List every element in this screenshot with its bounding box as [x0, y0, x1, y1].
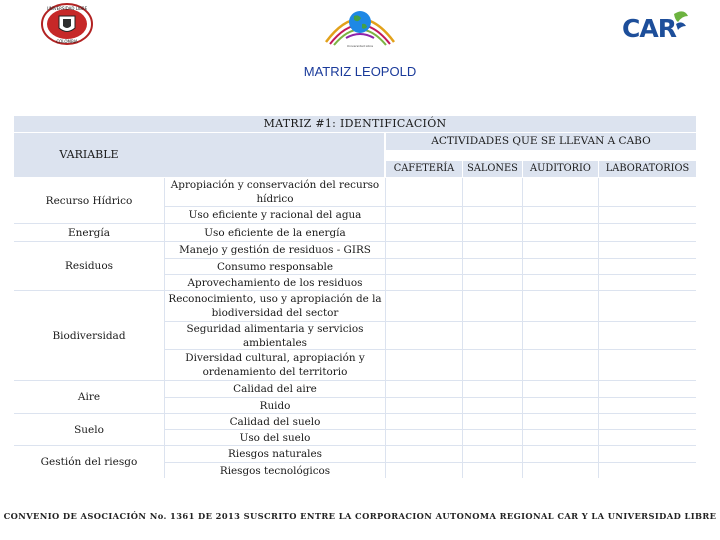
matrix-cell — [386, 446, 462, 462]
matrix-cell — [599, 463, 696, 478]
matrix-cell — [386, 350, 462, 380]
universidad-libre-logo — [40, 2, 94, 46]
matrix-cell — [523, 381, 598, 397]
logo-lettering-bottom: COLOMBIA — [56, 39, 78, 44]
matrix-cell — [386, 414, 462, 429]
column-header-laboratorios: LABORATORIOS — [599, 161, 696, 177]
matrix-cell — [386, 242, 462, 258]
matrix-cell — [599, 350, 696, 380]
activity-cell: Ruido — [165, 398, 385, 413]
matrix-cell — [386, 207, 462, 223]
activity-cell: Uso del suelo — [165, 430, 385, 445]
matrix-title: MATRIZ #1: IDENTIFICACIÓN — [263, 117, 447, 130]
matrix-cell — [523, 446, 598, 462]
matrix-cell — [599, 414, 696, 429]
matrix-cell — [463, 350, 522, 380]
matrix-cell — [599, 178, 696, 206]
car-logo: CAR — [622, 14, 676, 43]
matrix-cell — [523, 322, 598, 349]
column-header-cafeteria: CAFETERÍA — [386, 161, 462, 177]
activity-cell: Riesgos tecnológicos — [165, 463, 385, 478]
matrix-cell — [386, 275, 462, 290]
matrix-cell — [463, 178, 522, 206]
matrix-cell — [386, 398, 462, 413]
variable-header: VARIABLE — [59, 148, 119, 161]
activity-cell: Aprovechamiento de los residuos — [165, 275, 385, 290]
matrix-cell — [386, 224, 462, 241]
matrix-cell — [523, 242, 598, 258]
matrix-cell — [386, 430, 462, 445]
matrix-cell — [523, 178, 598, 206]
matrix-cell — [523, 463, 598, 478]
activity-cell: Calidad del suelo — [165, 414, 385, 429]
matrix-cell — [599, 207, 696, 223]
matrix-cell — [523, 259, 598, 274]
matrix-cell — [599, 224, 696, 241]
variable-cell: Residuos — [14, 242, 164, 290]
matrix-cell — [523, 350, 598, 380]
variable-cell: Recurso Hídrico — [14, 178, 164, 223]
logo-lettering-top: UNIVERSIDAD LIBRE — [46, 6, 88, 11]
matrix-cell — [463, 259, 522, 274]
matrix-cell — [386, 322, 462, 349]
variable-cell: Biodiversidad — [14, 291, 164, 380]
variable-cell: Gestión del riesgo — [14, 446, 164, 478]
matrix-cell — [463, 463, 522, 478]
variable-cell: Energía — [14, 224, 164, 241]
matrix-cell — [463, 275, 522, 290]
matrix-cell — [599, 275, 696, 290]
activity-cell: Manejo y gestión de residuos - GIRS — [165, 242, 385, 258]
matrix-cell — [386, 178, 462, 206]
matrix-cell — [386, 463, 462, 478]
footer-text: CONVENIO DE ASOCIACIÓN No. 1361 DE 2013 SUSCRITO ENTRE LA CORPORACION AUTONOMA REGIONAL CAR Y LA UNIVERSIDAD LIBRE — [3, 511, 717, 521]
activity-cell: Reconocimiento, uso y apropiación de la biodiversidad del sector — [165, 291, 385, 321]
matrix-cell — [523, 398, 598, 413]
matrix-cell — [386, 259, 462, 274]
matrix-cell — [386, 291, 462, 321]
activities-header: ACTIVIDADES QUE SE LLEVAN A CABO — [431, 135, 651, 147]
activity-cell: Consumo responsable — [165, 259, 385, 274]
matrix-cell — [599, 242, 696, 258]
matrix-cell — [463, 224, 522, 241]
activity-cell: Uso eficiente de la energía — [165, 224, 385, 241]
activity-cell: Diversidad cultural, apropiación y ordenamiento del territorio — [165, 350, 385, 380]
variable-cell: Aire — [14, 381, 164, 413]
matrix-cell — [523, 275, 598, 290]
matrix-cell — [523, 207, 598, 223]
matrix-cell — [463, 398, 522, 413]
matrix-cell — [599, 381, 696, 397]
matrix-cell — [386, 381, 462, 397]
column-header-auditorio: AUDITORIO — [523, 161, 598, 177]
matrix-cell — [463, 322, 522, 349]
center-logo-caption: Universidad Libre — [346, 44, 374, 48]
column-header-salones: SALONES — [463, 161, 522, 177]
matrix-cell — [463, 381, 522, 397]
matrix-cell — [599, 446, 696, 462]
activity-cell: Calidad del aire — [165, 381, 385, 397]
matrix-cell — [599, 398, 696, 413]
matrix-cell — [463, 430, 522, 445]
matrix-cell — [599, 259, 696, 274]
activity-cell: Uso eficiente y racional del agua — [165, 207, 385, 223]
activity-cell: Apropiación y conservación del recurso hídrico — [165, 178, 385, 206]
matrix-cell — [463, 291, 522, 321]
matrix-cell — [599, 322, 696, 349]
matrix-cell — [599, 430, 696, 445]
activity-cell: Riesgos naturales — [165, 446, 385, 462]
matrix-cell — [523, 414, 598, 429]
matrix-cell — [599, 291, 696, 321]
matrix-cell — [463, 414, 522, 429]
activity-cell: Seguridad alimentaria y servicios ambientales — [165, 322, 385, 349]
matrix-cell — [463, 207, 522, 223]
matrix-cell — [463, 446, 522, 462]
matrix-cell — [523, 291, 598, 321]
matrix-cell — [463, 242, 522, 258]
matrix-cell — [523, 430, 598, 445]
variable-cell: Suelo — [14, 414, 164, 445]
document-title: MATRIZ LEOPOLD — [303, 64, 417, 79]
matrix-cell — [523, 224, 598, 241]
